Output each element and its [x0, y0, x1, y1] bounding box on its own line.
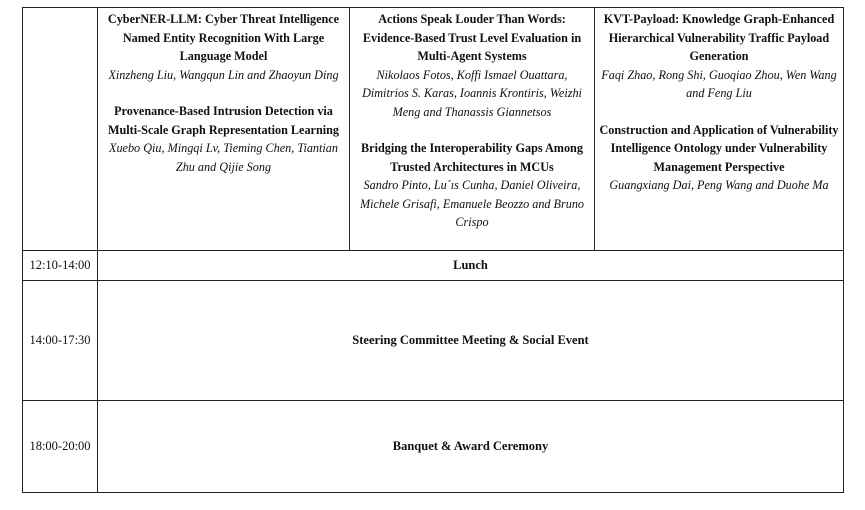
- session-cell-2: [350, 8, 595, 251]
- paper-title: Construction and Application of Vulnerability Intelligence Ontology under Vulnerability Management Perspective: [599, 122, 839, 174]
- schedule-row: [23, 281, 844, 401]
- paper-entry: [102, 10, 345, 84]
- paper-entry: [354, 10, 590, 121]
- time-cell: 14:00-17:30: [23, 281, 98, 401]
- time-cell: 18:00-20:00: [23, 401, 98, 493]
- paper-authors: Faqi Zhao, Rong Shi, Guoqiao Zhou, Wen Wang and Feng Liu: [601, 67, 837, 100]
- session-cell-1: [98, 8, 350, 251]
- paper-title: Bridging the Interoperability Gaps Among Trusted Architectures in MCUs: [361, 141, 583, 174]
- paper-entry: [599, 10, 839, 103]
- paper-title: Actions Speak Louder Than Words: Evidence-Based Trust Level Evaluation in Multi-Agent Systems: [362, 12, 582, 63]
- session-cell-3: [595, 8, 844, 251]
- paper-authors: Guangxiang Dai, Peng Wang and Duohe Ma: [609, 178, 829, 192]
- paper-authors: Xinzheng Liu, Wangqun Lin and Zhaoyun Ding: [108, 67, 339, 82]
- schedule-row: [23, 251, 844, 281]
- time-cell: 12:10-14:00: [23, 251, 98, 281]
- paper-session-row: [23, 8, 844, 251]
- schedule-row: [23, 401, 844, 493]
- paper-title: Provenance-Based Intrusion Detection via Multi-Scale Graph Representation Learning: [108, 104, 339, 137]
- event-cell: Lunch: [98, 251, 844, 281]
- paper-entry: [354, 139, 590, 232]
- paper-entry: [102, 102, 345, 176]
- schedule-table: [22, 7, 844, 493]
- paper-title: KVT-Payload: Knowledge Graph-Enhanced Hierarchical Vulnerability Traffic Payload Generation: [603, 12, 835, 63]
- paper-authors: Nikolaos Fotos, Koffi Ismael Ouattara, Dimitrios S. Karas, Ioannis Krontiris, Weizhi Meng and Thanassis Giannetsos: [362, 67, 582, 119]
- empty-time-cell: [23, 8, 98, 251]
- paper-entry: [599, 121, 839, 195]
- paper-title: CyberNER-LLM: Cyber Threat Intelligence Named Entity Recognition With Large Language Model: [107, 12, 340, 63]
- event-cell: Steering Committee Meeting & Social Event: [98, 281, 844, 401]
- event-cell: Banquet & Award Ceremony: [98, 401, 844, 493]
- paper-authors: Xuebo Qiu, Mingqi Lv, Tieming Chen, Tiantian Zhu and Qijie Song: [109, 141, 338, 174]
- paper-authors: Sandro Pinto, Lu´ıs Cunha, Daniel Oliveira, Michele Grisafi, Emanuele Beozzo and Bruno Crispo: [359, 178, 585, 229]
